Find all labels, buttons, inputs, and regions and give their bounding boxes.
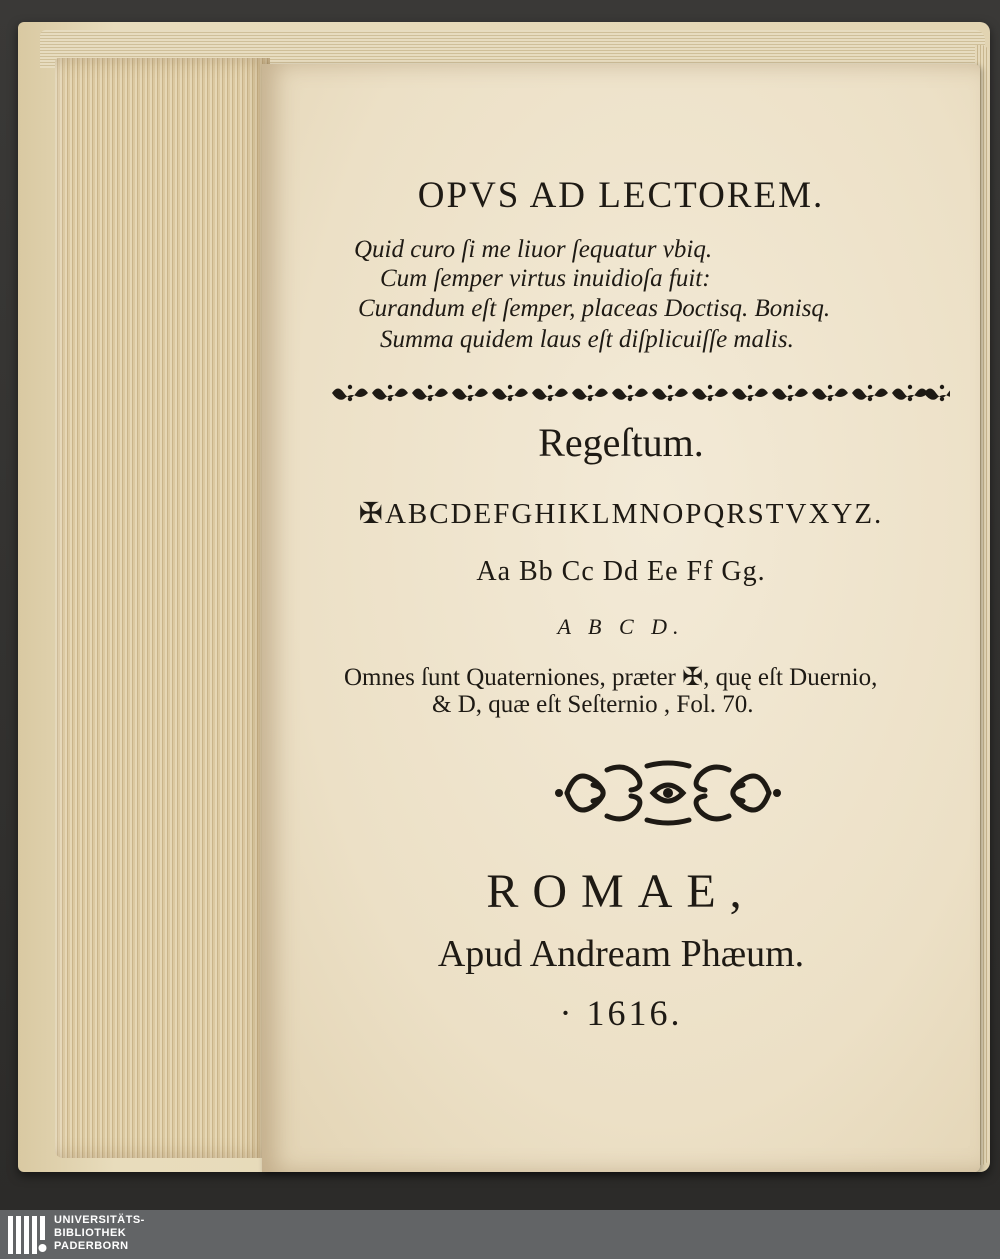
printed-page [262,64,980,1172]
verse-line-3: Curandum eſt ſemper, placeas Doctisq. Bonisq. [358,295,831,322]
fleuron-rule [328,382,950,404]
page-title: OPVS AD LECTOREM. [417,175,825,216]
verse-line-1: Quid curo ſi me liuor ſequatur vbiq. [354,236,713,263]
collation-note-line-2: & D, quæ eſt Seſternio , Fol. 70. [432,691,754,718]
library-logo-text [54,1214,145,1253]
imprint-printer: Apud Andream Phæum. [437,933,805,975]
collation-note-line-1: Omnes ſunt Quaterniones, præter ✠, quę eſt Duernio, [344,664,878,691]
imprint-year: · 1616. [559,993,683,1033]
verse-line-4: Summa quidem laus eſt diſplicuiſſe malis. [380,326,794,353]
logo-line-1: UNIVERSITÄTS- [54,1214,145,1226]
signature-alphabet: ✠ABCDEFGHIKLMNOPQRSTVXYZ. [358,498,884,530]
printers-ornament [555,754,781,832]
logo-line-3: PADERBORN [54,1240,129,1252]
library-logo-icon [6,1212,50,1258]
script-letters: A B C D. [557,614,685,639]
verse-line-2: Cum ſemper virtus inuidioſa fuit: [380,265,711,292]
register-heading: Regeſtum. [538,420,704,465]
library-footer-bar [0,1210,1000,1259]
imprint-city: ROMAE, [486,865,756,918]
page-block-edges [55,58,270,1158]
letter-pairs: Aa Bb Cc Dd Ee Ff Gg. [476,556,766,587]
logo-line-2: BIBLIOTHEK [54,1227,127,1239]
